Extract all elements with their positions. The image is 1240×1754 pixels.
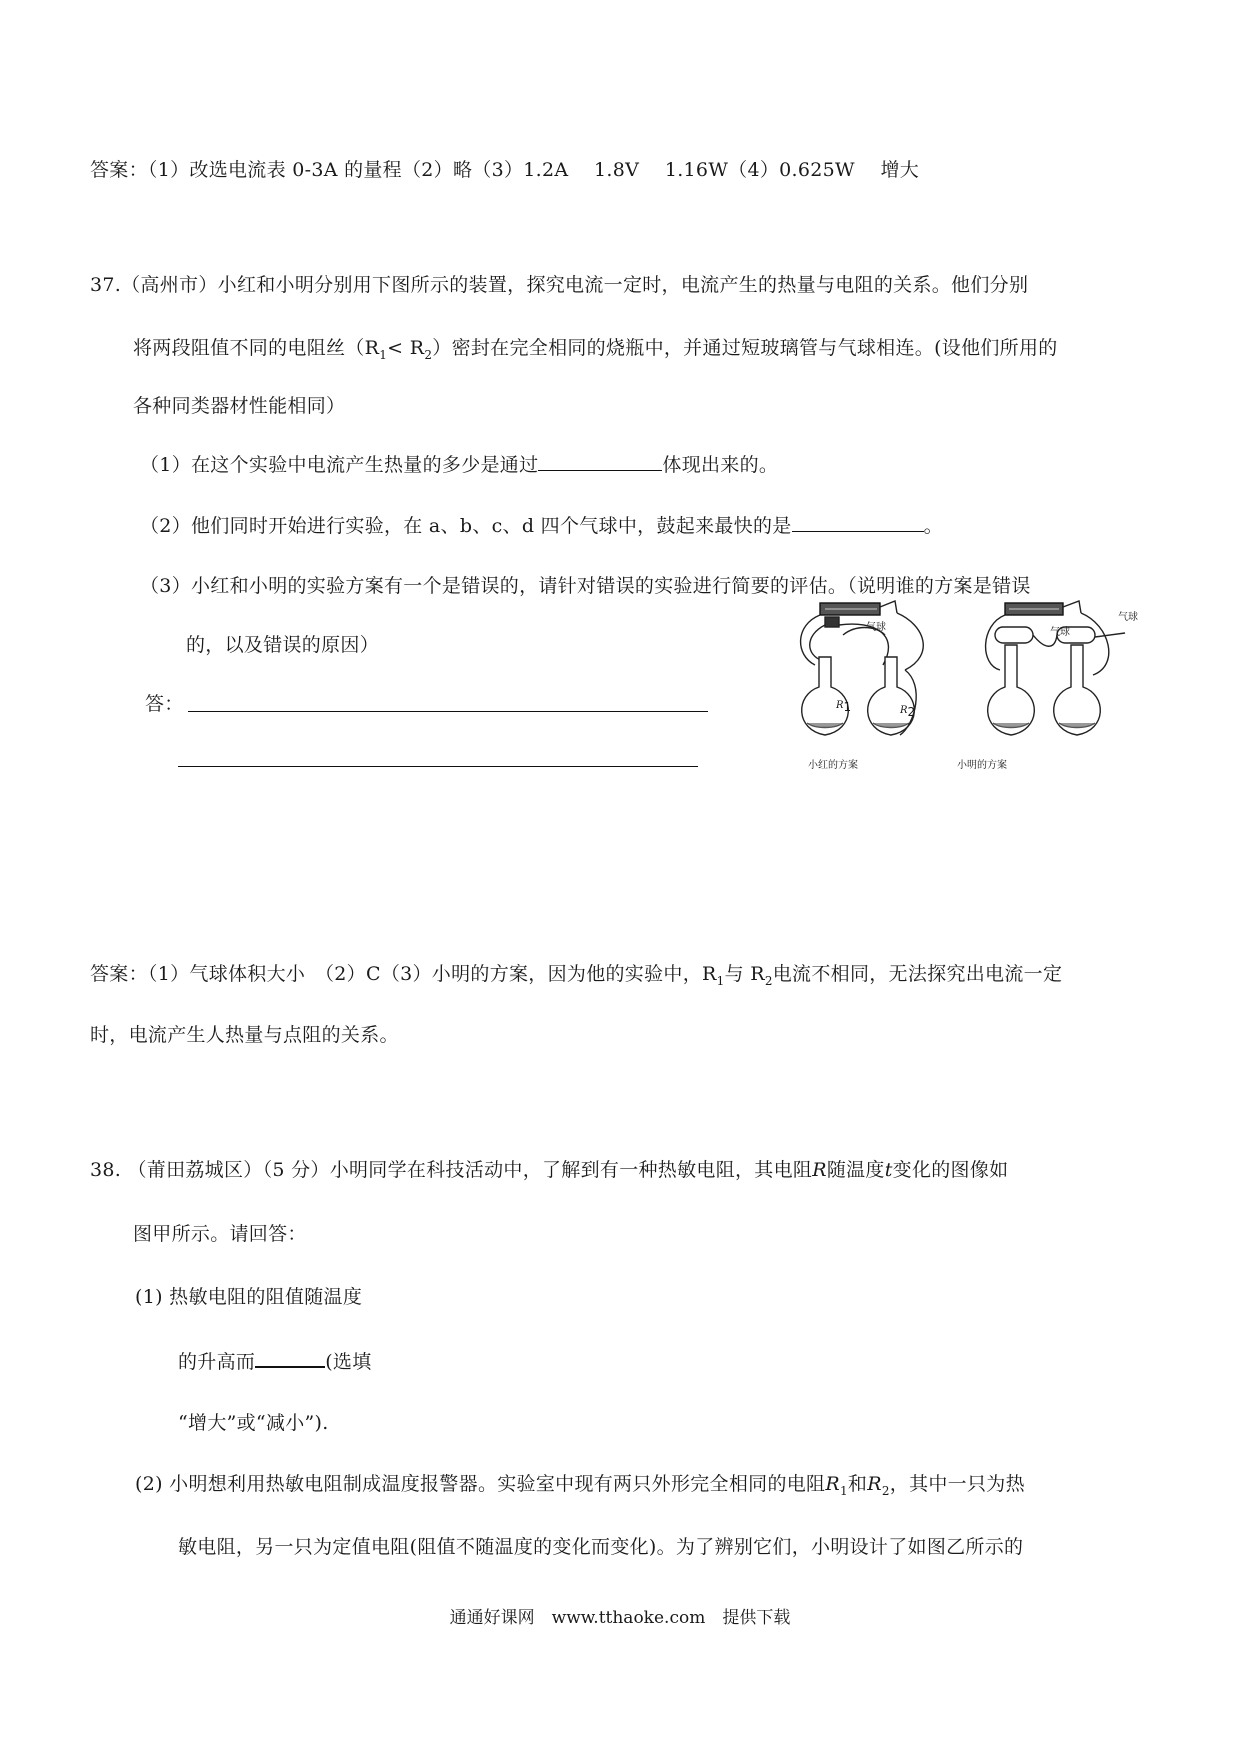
answer-line-2[interactable] xyxy=(178,766,698,767)
question-38-line1: 38. （莆田荔城区）（5 分）小明同学在科技活动中，了解到有一种热敏电阻，其电阻R随温度t变化的图像如 xyxy=(90,1159,1009,1181)
left-r1-label: $R_1$ xyxy=(836,700,852,714)
question-38-sub1-line2: 的升高而 (选填 xyxy=(178,1348,372,1374)
question-38-sub2-line2: 敏电阻，另一只为定值电阻(阻值不随温度的变化而变化)。为了辨别它们，小明设计了如图乙所示的 xyxy=(178,1536,1024,1558)
question-38-sub2-line1: (2) 小明想利用热敏电阻制成温度报警器。实验室中现有两只外形完全相同的电阻$R_1$和$R_2$，其中一只为热 xyxy=(135,1473,1025,1498)
left-balloon-label: 气球 xyxy=(866,622,886,633)
question-37-sub1: （1）在这个实验中电流产生热量的多少是通过 体现出来的。 xyxy=(140,454,779,476)
right-caption: 小明的方案 xyxy=(957,760,1007,771)
question-38-sub1-line3: “增大”或“减小”). xyxy=(178,1412,329,1434)
question-37-line1: 37.（高州市）小红和小明分别用下图所示的装置，探究电流一定时，电流产生的热量与电阻的关系。他们分别 xyxy=(90,274,1029,296)
question-37-sub2: （2）他们同时开始进行实验，在 a、b、c、d 四个气球中，鼓起来最快的是 。 xyxy=(140,515,943,537)
left-caption: 小红的方案 xyxy=(808,760,858,771)
right-balloon-label-a: 气球 xyxy=(1050,627,1070,638)
question-number: 38. xyxy=(90,1159,122,1181)
question-source: （高州市） xyxy=(121,274,218,296)
question-37-sub3-line1: （3）小红和小明的实验方案有一个是错误的，请针对错误的实验进行简要的评估。（说明谁的方案是错误 xyxy=(140,575,1031,597)
right-setup xyxy=(986,601,1125,735)
page-footer: 通通好课网 www.tthaoke.com 提供下载 xyxy=(449,1608,791,1628)
question-38-sub1-line1: (1) 热敏电阻的阻值随温度 xyxy=(135,1286,363,1308)
answer-line-1[interactable] xyxy=(188,711,708,712)
answer-37-line2: 时，电流产生人热量与点阻的关系。 xyxy=(90,1024,399,1046)
question-38-line2: 图甲所示。请回答： xyxy=(133,1223,307,1245)
answer-37-line1: 答案：（1）气球体积大小 （2）C（3）小明的方案，因为他的实验中，$R_1$与 $R_2$电流不相同，无法探究出电流一定 xyxy=(90,963,1063,988)
question-37-line3: 各种同类器材性能相同） xyxy=(133,395,346,417)
question-37-sub3-line2: 的，以及错误的原因） xyxy=(186,634,380,656)
answer-36: 答案：（1）改选电流表 0-3A 的量程（2）略（3）1.2A 1.8V 1.16W（4）0.625W 增大 xyxy=(90,159,920,181)
answer-label: 答： xyxy=(145,693,184,715)
left-r2-label: $R_2$ xyxy=(900,705,916,719)
fill-blank-2[interactable] xyxy=(792,513,924,532)
fill-blank-1[interactable] xyxy=(538,452,662,471)
question-number: 37. xyxy=(90,274,122,296)
fill-blank-3[interactable] xyxy=(255,1348,325,1368)
right-balloon-label-b: 气球 xyxy=(1118,612,1138,623)
experiment-figure xyxy=(785,595,1145,755)
question-37-line2: 将两段阻值不同的电阻丝$(R_1< R_2)$密封在完全相同的烧瓶中，并通过短玻璃管与气球相连。(设他们所用的 xyxy=(133,337,1058,362)
